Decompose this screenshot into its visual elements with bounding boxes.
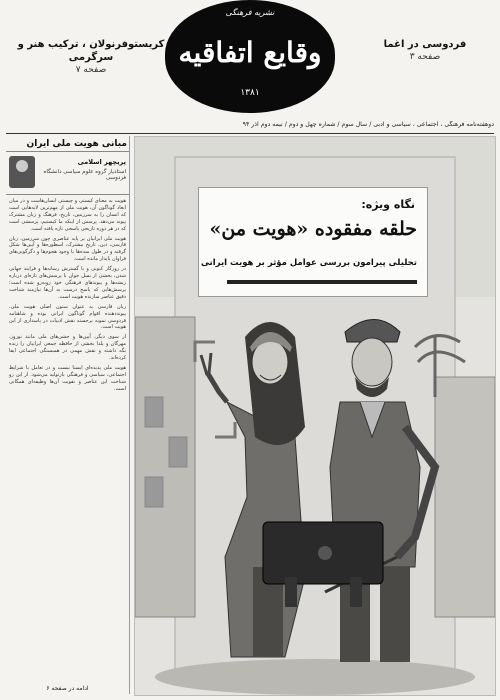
header-rule: [6, 133, 494, 134]
logo-year: ۱۳۸۱: [240, 88, 260, 98]
article-column: [6, 136, 130, 694]
teaser-page: صفحه ۷: [75, 65, 107, 75]
feature-title: حلقه مفقوده «هویت من»: [209, 218, 417, 240]
dateline: دوهفته‌نامه فرهنگی ، اجتماعی ، سیاسی و ادبی / سال سوم / شماره چهل و دوم / نیمه دوم آذر ۹۴: [242, 121, 494, 128]
article-paragraph: از سوی دیگر، آیین‌ها و جشن‌های ملی مانند نوروز، مهرگان و یلدا بخشی از حافظه جمعی ایرانیان را زنده نگه داشته و نقش مهمی در همبستگی اجتماعی ایفا کرده‌اند.: [9, 334, 126, 362]
author-box: [6, 151, 129, 195]
teaser-nolan[interactable]: [6, 38, 176, 76]
left-buildings: [135, 317, 195, 617]
feature-kicker: نگاه ویژه:: [361, 198, 415, 211]
article-body: [6, 195, 129, 393]
logo-tagline: نشریه فرهنگی: [225, 8, 275, 17]
article-paragraph: هویت ملی پدیده‌ای ایستا نیست و در تعامل با شرایط اجتماعی، سیاسی و فرهنگی بازتولید می‌شود. از این رو شناخت این عناصر و تقویت آن‌ها وظیفه‌ای همگانی است.: [9, 364, 126, 392]
feature-subtitle: تحلیلی پیرامون بررسی عوامل مؤثر بر هویت ایرانی: [200, 258, 417, 268]
feature-headline-box[interactable]: [198, 187, 428, 297]
continued-note[interactable]: ادامه در صفحه ۶: [46, 685, 89, 692]
article-headline[interactable]: مبانی هویت ملی ایران: [26, 139, 127, 149]
article-paragraph: هویت به معنای کیستی و چیستی انسان‌هاست و در میان ابعاد گوناگون آن، هویت ملی از مهم‌ترین لایه‌هایی است که انسان را به سرزمین، تاریخ، فرهنگ و زبان مشترک پیوند می‌دهد. پرسش از اینکه ما کیستیم، پرسشی است که در هر دوره تاریخی پاسخی تازه یافته است.: [9, 198, 126, 232]
author-name: پریچهر اسلامی: [77, 158, 126, 166]
article-paragraph: زبان فارسی به عنوان ستون اصلی هویت ملی، پیونددهنده اقوام گوناگون ایرانی بوده و شاهنامه فردوسی نمونه برجسته نقش ادبیات در پاسداری از این هویت است.: [9, 303, 126, 331]
feature-underline: [227, 280, 417, 284]
teaser-title: کریستوفرنولان ، ترکیب هنر و سرگرمی: [17, 39, 165, 63]
article-paragraph: هویت ملی ایرانیان بر پایه عناصری چون سرزمین، زبان فارسی، دین، تاریخ مشترک، اسطوره‌ها و آیین‌ها شکل گرفته و در طول سده‌ها با وجود هجوم‌ها و دگرگونی‌های فراوان پایدار مانده است.: [9, 235, 126, 263]
masthead: [0, 0, 500, 118]
author-role: استادیار گروه علوم سیاسی دانشگاه فردوسی: [43, 169, 126, 181]
logo-name: وقایع اتفاقیه: [178, 36, 322, 69]
newspaper-logo: [165, 0, 335, 113]
teaser-page: صفحه ۳: [409, 52, 441, 62]
author-photo: [9, 156, 35, 188]
teaser-title: فردوسی در اغما: [383, 39, 467, 50]
cover-illustration: [134, 136, 496, 696]
teaser-ferdowsi[interactable]: [340, 38, 500, 63]
article-paragraph: در روزگار کنونی و با گسترش رسانه‌ها و فرایند جهانی شدن، بخشی از نسل جوان با پرسش‌های تازه‌ای درباره ریشه‌ها و پیوندهای فرهنگی خود روبه‌رو شده است؛ پرسش‌هایی که پاسخ درست به آن‌ها نیازمند شناخت دقیق عناصر سازنده هویت است.: [9, 266, 126, 300]
